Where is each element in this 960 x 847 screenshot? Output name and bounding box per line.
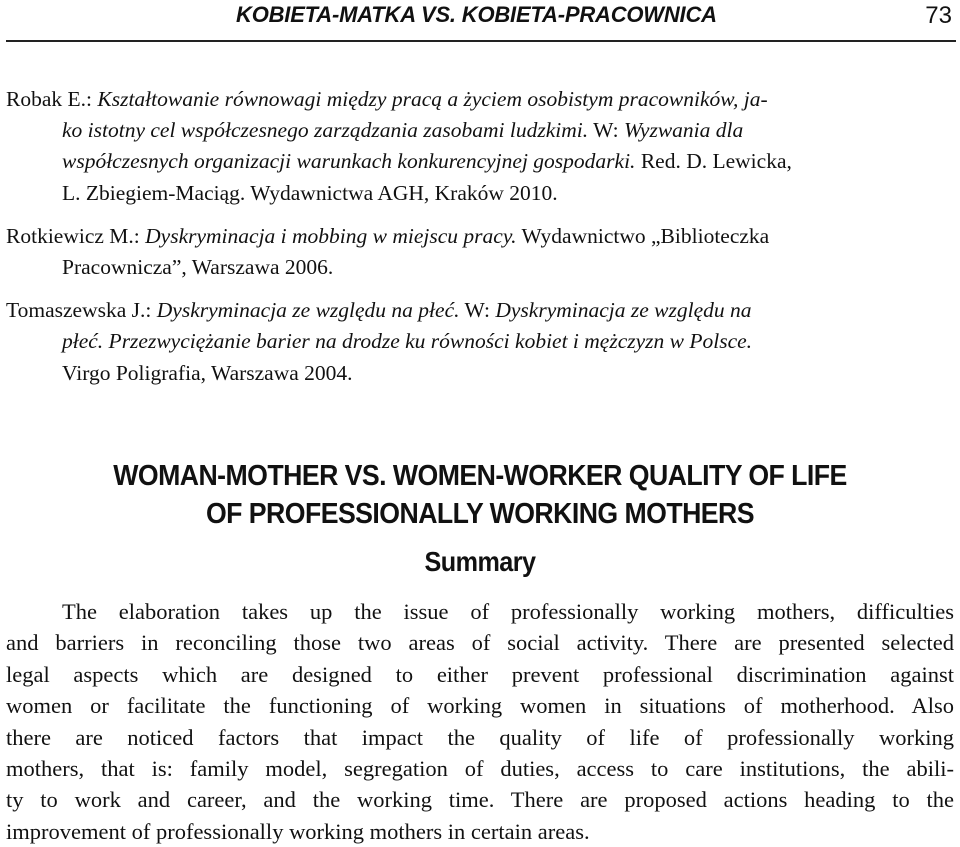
article-title: [38, 457, 921, 533]
abstract-line: legal aspects which are designed to either prevent professional discrimination against: [6, 661, 954, 687]
page-number: 73: [925, 2, 952, 29]
article-title-line-2: OF PROFESSIONALLY WORKING MOTHERS: [205, 498, 755, 530]
reference-list: [6, 84, 954, 401]
reference-tomaszewska: Tomaszewska J.: Dyskryminacja ze względu na płeć. W: Dyskryminacja ze względu na płeć. Przezwyciężanie barier na drodze ku równości kobiet i mężczyzn w Polsce. Virgo Poligrafia, Warszawa 2004.: [6, 298, 753, 385]
abstract-paragraph: [6, 596, 954, 847]
reference-robak: Robak E.: Kształtowanie równowagi między pracą a życiem osobistym pracowników, ja- ko istotny cel współczesnego zarządzania zasobami ludzkimi. W: Wyzwania dla współczesnych organizacji warunkach konkurencyjnej gospodarki. Red. D. Lewicka, L. Zbiegiem-Maciąg. Wydawnictwa AGH, Kraków 2010.: [6, 87, 792, 205]
abstract-line: The elaboration takes up the issue of professionally working mothers, difficulties: [62, 599, 954, 624]
header-rule: [6, 40, 956, 42]
abstract-line: women or facilitate the functioning of working women in situations of motherhood. Also: [6, 693, 954, 719]
running-title: KOBIETA-MATKA VS. KOBIETA-PRACOWNICA: [236, 2, 717, 27]
summary-heading: Summary: [424, 546, 536, 577]
abstract-line: and barriers in reconciling those two areas of social activity. There are presented selected: [6, 630, 954, 656]
abstract-line: ty to work and career, and the working time. There are proposed actions heading to the: [6, 787, 954, 813]
reference-rotkiewicz: Rotkiewicz M.: Dyskryminacja i mobbing w miejscu pracy. Wydawnictwo „Biblioteczka Pracownicza”, Warszawa 2006.: [6, 223, 770, 280]
article-title-line-1: WOMAN-MOTHER VS. WOMEN-WORKER QUALITY OF LIFE: [113, 460, 847, 492]
abstract-line: mothers, that is: family model, segregation of duties, access to care institutions, the abili-: [6, 756, 954, 782]
abstract-line: improvement of professionally working mothers in certain areas.: [6, 818, 590, 844]
page-header: [0, 0, 960, 42]
abstract-line: there are noticed factors that impact the quality of life of professionally working: [6, 724, 954, 750]
